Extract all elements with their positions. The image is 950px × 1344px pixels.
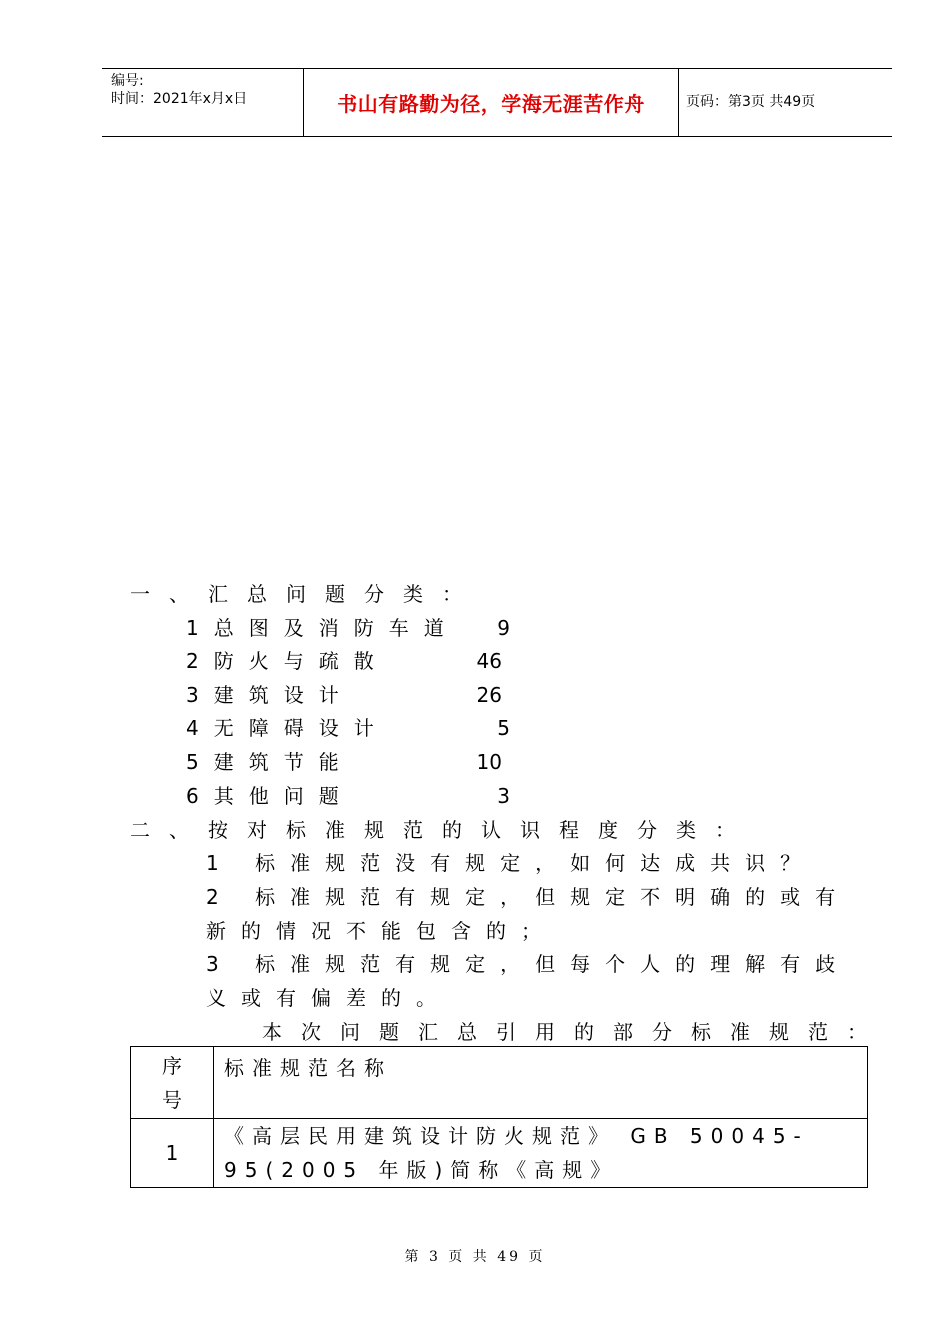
standards-title: 本次问题汇总引用的部分标准规范： xyxy=(262,1020,886,1044)
row-no-cell: 1 xyxy=(131,1119,214,1188)
header-motto-cell xyxy=(303,69,679,136)
category-label: 4无障碍设计 xyxy=(186,716,389,740)
page-footer: 第 3 页 共 49 页 xyxy=(404,1249,546,1265)
header-name-text: 标准规范名称 xyxy=(224,1056,392,1080)
page-header xyxy=(102,68,892,137)
level-item-1: 1 标准规范没有规定，如何达成共识？ xyxy=(206,851,816,875)
level-item-3: 3 标准规范有规定，但每个人的理解有歧 xyxy=(206,952,851,976)
standards-table xyxy=(130,1046,868,1188)
code-label: 编号: xyxy=(111,73,144,89)
category-count: 5 xyxy=(497,716,510,740)
header-meta xyxy=(111,72,247,108)
category-label: 6其他问题 xyxy=(186,784,354,808)
category-count: 26 xyxy=(476,683,502,707)
header-cell-no xyxy=(131,1047,214,1119)
level-item-2: 2 标准规范有规定，但规定不明确的或有 xyxy=(206,885,851,909)
category-count: 46 xyxy=(476,649,502,673)
category-label: 5建筑节能 xyxy=(186,750,354,774)
motto-text: 书山有路勤为径，学海无涯苦作舟 xyxy=(337,92,645,116)
level-item-2-cont: 新的情况不能包含的； xyxy=(206,919,556,943)
category-label: 3建筑设计 xyxy=(186,683,354,707)
time-label: 时间：2021年x月x日 xyxy=(111,91,248,107)
category-count: 10 xyxy=(476,750,502,774)
table-row xyxy=(131,1119,868,1188)
level-item-3-cont: 义或有偏差的。 xyxy=(206,986,451,1010)
row-name-text: 《高层民用建筑设计防火规范》 GB 50045-95(2005 年版)简称《高规》 xyxy=(224,1124,809,1182)
category-label: 2防火与疏散 xyxy=(186,649,389,673)
header-cell-name xyxy=(214,1047,868,1119)
section2-title: 二、按对标准规范的认识程度分类： xyxy=(130,818,754,842)
header-no-text: 序号 xyxy=(162,1053,182,1112)
section1-title: 一、汇总问题分类： xyxy=(130,582,481,606)
category-count: 3 xyxy=(497,784,510,808)
category-count: 9 xyxy=(497,616,510,640)
category-label: 1总图及消防车道 xyxy=(186,616,459,640)
table-header-row xyxy=(131,1047,868,1119)
page-info: 页码：第3页 共49页 xyxy=(686,94,816,110)
row-name-cell xyxy=(214,1119,868,1188)
